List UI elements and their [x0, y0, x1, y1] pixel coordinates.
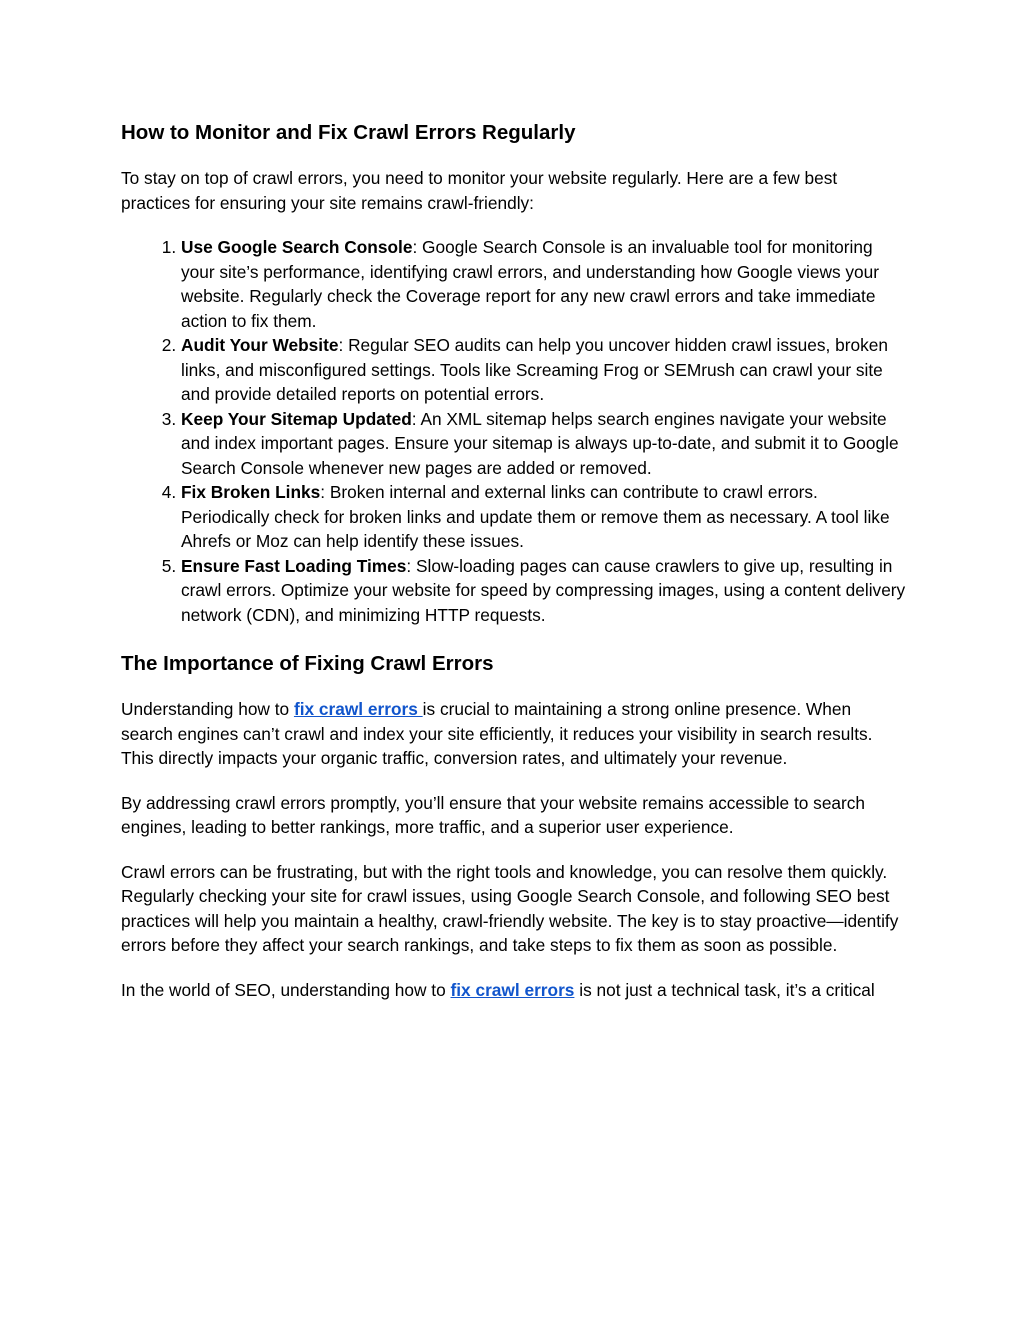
paragraph-text: In the world of SEO, understanding how to — [121, 979, 451, 1000]
seo-world-paragraph — [121, 978, 906, 1003]
conclusion-paragraph: Crawl errors can be frustrating, but with the right tools and knowledge, you can resolve them quickly. Regularly checking your site for crawl issues, using Google Search Console, and following SEO best practices will help you maintain a healthy, crawl-friendly website. The key is to stay proactive—identify errors before they affect your search rankings, and take steps to fix them as soon as possible. — [121, 861, 899, 955]
best-practices-list — [121, 235, 906, 627]
list-item-text: : Slow-loading pages can cause crawlers to give up, resulting in crawl errors. Optimize your website for speed by compressing images, using a content delivery network (CDN), and minimizing HTTP requests. — [181, 555, 906, 625]
list-item-term: Audit Your Website — [181, 335, 339, 355]
list-item-term: Ensure Fast Loading Times — [181, 555, 407, 576]
list-item-text: : Regular SEO audits can help you uncover hidden crawl issues, broken links, and misconfigured settings. Tools like Screaming Frog or SEMrush can crawl your site and provide detailed reports on potential errors. — [181, 335, 888, 404]
paragraph-text: is crucial to maintaining a strong online presence. When search engines can’t crawl and index your site efficiently, it reduces your visibility in search results. This directly impacts your organic traffic, conversion rates, and ultimately your revenue. — [121, 699, 873, 768]
section-heading-monitor: How to Monitor and Fix Crawl Errors Regularly — [121, 121, 576, 144]
paragraph-text: Understanding how to — [121, 699, 294, 719]
list-item-term: Keep Your Sitemap Updated — [181, 408, 412, 429]
section-heading-importance: The Importance of Fixing Crawl Errors — [121, 652, 494, 675]
list-item — [181, 235, 906, 333]
intro-paragraph: To stay on top of crawl errors, you need to monitor your website regularly. Here are a few best practices for ensuring your site remains crawl-friendly: — [121, 168, 838, 213]
list-item-text: : Broken internal and external links can contribute to crawl errors. Periodically check for broken links and update them or remove them as necessary. A tool like Ahrefs or Moz can help identify these issues. — [181, 482, 890, 551]
addressing-paragraph: By addressing crawl errors promptly, you’ll ensure that your website remains accessible to search engines, leading to better rankings, more traffic, and a superior user experience. — [121, 792, 866, 837]
list-item — [181, 554, 906, 628]
list-item-text: : An XML sitemap helps search engines navigate your website and index important pages. Ensure your sitemap is always up-to-date, and submit it to Google Search Console whenever new pages are added or removed. — [181, 408, 899, 478]
list-item — [181, 480, 906, 554]
list-item — [181, 407, 906, 481]
fix-crawl-errors-link[interactable]: fix crawl errors — [293, 699, 423, 719]
list-item-text: : Google Search Console is an invaluable tool for monitoring your site’s performance, identifying crawl errors, and understanding how Google views your website. Regularly check the Coverage report for any new crawl errors and take immediate action to fix them. — [181, 237, 880, 331]
fix-crawl-errors-link-2[interactable]: fix crawl errors — [450, 979, 575, 1000]
paragraph-text: is not just a technical task, it’s a critical — [574, 979, 875, 1000]
document-body — [121, 118, 906, 1002]
list-item-term: Use Google Search Console — [181, 237, 413, 257]
list-item — [181, 333, 906, 407]
list-item-term: Fix Broken Links — [181, 482, 321, 502]
importance-paragraph — [121, 697, 906, 771]
